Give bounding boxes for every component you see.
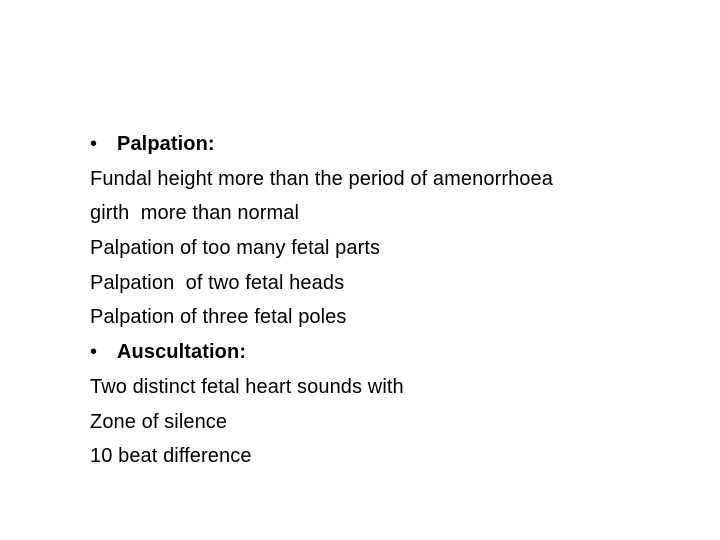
body-line: Two distinct fetal heart sounds with: [90, 375, 404, 398]
bullet-icon: •: [90, 133, 98, 155]
heading-text: Palpation:: [117, 133, 215, 155]
heading-text: Auscultation:: [117, 341, 247, 364]
body-line: girth more than normal: [90, 202, 300, 225]
body-line: Fundal height more than the period of amenorrhoea: [90, 167, 553, 190]
section-heading-auscultation: [90, 335, 690, 370]
body-line: Palpation of too many fetal parts: [90, 237, 381, 260]
body-line: 10 beat difference: [90, 445, 252, 468]
body-line: Palpation of three fetal poles: [90, 306, 347, 329]
body-line: Palpation of two fetal heads: [90, 271, 345, 294]
slide-body-text: [90, 127, 690, 474]
body-line: Zone of silence: [90, 410, 228, 433]
bullet-icon: •: [90, 341, 98, 364]
section-heading-palpation: [90, 127, 690, 162]
